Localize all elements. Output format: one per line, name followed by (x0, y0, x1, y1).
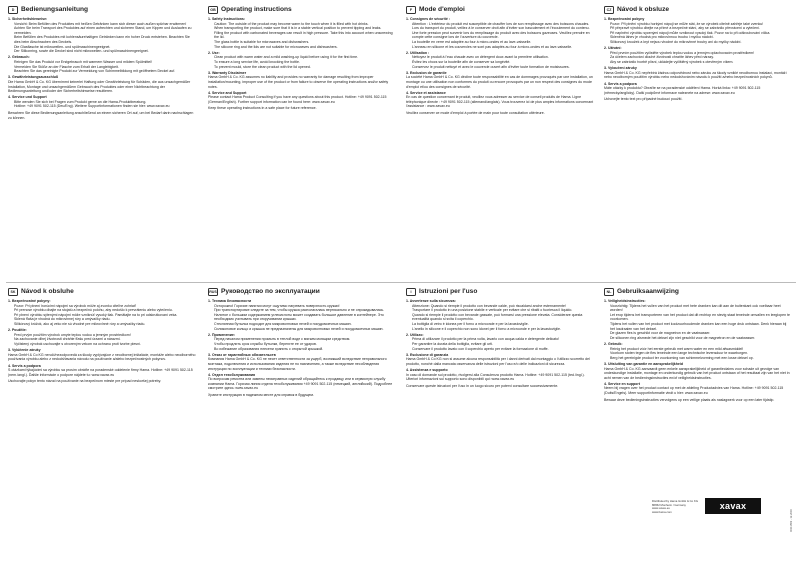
list-item: • To ensure a long service life, avoid knocking the bottle. (214, 60, 396, 65)
paragraph: Veuillez conserver ce mode d'emploi à portée de main pour toute consultation ultérieure. (406, 111, 545, 116)
list-item: • Beachten Sie das gereinigte Produkt zur Vermeidung von Schimmelbildung mit geöffnetem Deckel auf. (14, 69, 196, 74)
list-item: • Attenzione: Quando si riempie il prodotto con bevande calde, può riscaldarsi anche esternamente! (412, 304, 594, 309)
paragraph: Uschovajte pokyn tento návod na používanie na bezpečnom mieste pre prípad neskoršej potreby. (8, 379, 162, 384)
paragraph: Hama GmbH & Co. KG aanvaardt geen enkele aansprakelijkheid of garantieclaims voor schade uit gevolge van ondeskundige installatie, montage en onderkundig gebruik van het product ontstaan of het resultaat zijn van het niet in acht nemen van de bedieningsinstructies en/of veiligheidsinstructies. (604, 366, 790, 380)
list-item: • При транспортировке следите за тем, чтобы кружка располагалась вертикально и не опрокидывалась. (214, 308, 396, 313)
section-heading: 3. Uitsluiting van garantie en aansprakelijkheid (604, 361, 684, 366)
language-column-cz (604, 6, 792, 276)
bullet-list (208, 304, 396, 332)
list-item: • Při naplnění výrobku sycenými nápoji může vzniknout vysoký tlak. Pozor na to při odšroubování víčka. (610, 31, 792, 36)
section-heading: 2. Použitie: (8, 328, 27, 333)
list-item: • La bottiglia di vetro è idonea per il forno a microonde e per la lavastoviglie. (412, 322, 594, 327)
paragraph: Keep these operating instructions in a safe place for future reference. (208, 106, 317, 111)
distributor-info (652, 500, 700, 514)
paragraph: Храните инструкцию в надежном месте для справок в будущем. (208, 393, 314, 398)
bullet-list (604, 347, 792, 361)
bullet-list (8, 60, 196, 74)
bullet-list (8, 304, 196, 327)
list-item: • Před prvním použitím vyčistěte výrobek teplou vodou a jemným oplachovacím prostředkem! (610, 51, 792, 56)
list-item: • Trasportare il prodotto in una posizione stabile e verticale per evitare che si ribalti o fuoriesca il liquido. (412, 308, 594, 313)
column-title: Руководство по эксплуатации (221, 288, 320, 295)
paragraph: Hama GmbH & Co KG neručí/nezodpovedá za škody vyplývajúce z neodbornej inštalácie, montáže alebo neodborného používania výrobku alebo z nedodržiavania návodu na používanie a/alebo bezpečnostných pokynov. (8, 352, 196, 362)
list-item: • Vyčistený výrobok uschovajte s otvoreným vekom na ochranu proti tvorbe plesní. (14, 342, 196, 347)
bullet-list (406, 22, 594, 50)
list-item: • Silikónový krúžok, ako aj veko nie sú vhodné pre mikrovlnné rúry a umývačky riadu. (14, 322, 196, 327)
language-column-rus (208, 288, 396, 513)
list-item: • Per garantire la durata della bottiglia, evitare gli urti. (412, 342, 594, 347)
list-item: • Reinigen Sie das Produkt vor Erstgebrauch mit warmem Wasser und mildem Spülmittel! (14, 60, 196, 65)
section-heading: 4. Assistenza e supporto (406, 368, 448, 373)
list-item: • The silicone ring and the lids are not suitable for microwaves and dishwashers. (214, 45, 396, 50)
list-item: • Conservare il prodotto lavato con il coperchio aperto per evitare la formazione di muffe. (412, 347, 594, 352)
list-item: • Nettoyez le produit à l'eau chaude avec un détergent doux avant la première utilisation. (412, 55, 594, 60)
list-item: • Силиконовое кольцо и крышка не предназначены для микроволновых печей и посудомоечных машин. (214, 327, 396, 332)
section-heading: 4. Service and Support (208, 90, 247, 95)
list-item: • Der Silikonring, sowie die Deckel sind nicht mikrowellen- und spülmaschinengeeignet. (14, 49, 196, 54)
list-item: • Lors du transport du produit, veillez à le conserver droit afin d'éviter son basculement et l'écoulement du contenu. (412, 26, 594, 31)
language-badge: NL (604, 288, 614, 296)
paragraph: Neem bij vragen over het product contact op met de afdeling Productadvies van Hama. Hotline: +49 9091 502-115 (Duits/Engels). Meer supportinformatie vindt u hier: www.xavax.eu (604, 386, 784, 396)
section-heading: 2. Применение: (208, 332, 236, 337)
list-item: • Чтобы продлить срок службы бутылки, берегите ее от ударов. (214, 342, 396, 347)
paragraph: Please contact Hama Product Consulting if you have any questions about this product. Hotline: +49 9091 502-115 (German/English). Further support information can be found here: www.xavax.eu (208, 95, 387, 104)
paragraph: Hama GmbH & Co KG non si assume alcuna responsabilità per i danni derivati dal montaggio o l'utilizzo scorretto del prodotto, nonché dalla mancata osservanza delle istruzioni per l'uso e/o delle indicazioni di sicurezza. (406, 357, 590, 366)
xavax-logo: xavax (705, 498, 761, 514)
list-item: • Bitte wenden Sie sich bei Fragen zum Produkt gerne an die Hama-Produktberatung. (14, 100, 196, 105)
section-heading: 4. Service en support (604, 381, 640, 386)
column-header (406, 6, 594, 14)
section-heading: 1. Veiligheidsinstructies: (604, 299, 646, 303)
bullet-list (604, 51, 792, 65)
language-column-sk (8, 288, 196, 513)
language-column-i (406, 288, 594, 513)
section-heading: 4. Servis a podpora (8, 363, 41, 368)
section-heading: 1. Техника безопасности (208, 299, 252, 303)
column-header (8, 288, 196, 296)
section-heading: 1. Safety Instructions: (208, 17, 246, 21)
section-heading: 2. Užívání: (604, 46, 622, 51)
list-item: • Beim Befüllen des Produktes mit kohlensäurehaltigen Getränken kann ein hoher Druck entstehen. Beachten Sie dies beim Abschrauben des Deckels. (14, 35, 196, 44)
list-item: • Při přepravě výrobku dbejte na přímé a bezpečné stání, aby se zabránilo převrácení a vytečení. (610, 26, 792, 31)
list-item: • Silikonový kroužek a kryt nejsou vhodné do mikrovlnné trouby ani do myčky nádobí. (610, 40, 792, 45)
list-item: • Na zachovanie dlhej životnosti chráňte fľašu pred úrazmi a nárazmi. (14, 337, 196, 342)
section-heading: 2. Utilizzo: (406, 332, 424, 337)
list-item: • Tijdens het vullen van het product met koolzuurhoudende dranken kan een hoge druk ontstaan. Denk hieraan bij het losdraaien van het deksel. (610, 322, 792, 331)
language-badge: SK (8, 288, 18, 296)
list-item: • Filling the product with carbonated beverages can result in high pressure. Take this into account when unscrewing the lid. (214, 31, 396, 40)
paragraph: По вопросам ремонта или замены неисправных изделий обращайтесь к продавцу или в сервисную службу компании Hama. Горячая линия отдела техобслуживания +49 9091 502-115 (немецкий, английский). Подробнее смотрите здесь: www.xavax.eu (208, 377, 393, 391)
list-item: • Pred prvým použitím výrobok umyte teplou vodou a jemným prostriedkom! (14, 333, 196, 338)
list-item: • Die Glasflasche ist mikrowellen- und spülmaschinengeeignet. (14, 45, 196, 50)
bullet-list (604, 22, 792, 45)
section-heading: 4. Servis a podpora (604, 81, 637, 86)
distributor-line: 86652 Monheim / Germany (652, 502, 686, 507)
section-heading: 3. Esclusione di garanzia (406, 352, 449, 357)
distributor-line: www.hama.com (652, 509, 672, 514)
column-header (604, 6, 792, 14)
bullet-list (604, 304, 792, 341)
language-badge: RUS (209, 290, 217, 294)
list-item: • Pri prenose výrobku dbajte na stojatú a bezpečnú polohu, aby nedošlo k prevráteniu alebo vytečeniu. (14, 308, 196, 313)
list-item: • Pozor: Při plnění výrobku horkými nápoji se může stát, že se výrobek citelně zahřeje také zvenku! (610, 22, 792, 27)
paragraph: In caso di domande sul prodotto, rivolgersi alla Consulenza prodotto Hama. Hotline: +49 9091 502-115 (ted./ingl.). Ulteriori informazioni sul supporto sono disponibili qui: www.xavax.eu (406, 372, 585, 382)
list-item: • Осторожно! Горячие напитки могут ощутимо нагревать поверхность кружки! (214, 304, 396, 309)
language-column-nl (604, 288, 792, 513)
section-heading: 1. Bezpečnostné pokyny: (8, 299, 51, 303)
section-heading: 1. Consignes de sécurité : (406, 17, 450, 21)
list-item: • Conservez le produit nettoyé et avec le couvercle ouvert afin d'éviter toute formation de moisissures. (412, 65, 594, 70)
list-item: • Caution: The outside of the product may become warm to the touch when it is filled with hot drinks. (214, 22, 396, 27)
list-item: • To prevent mould, store the clean product with the lid opened. (214, 65, 396, 70)
language-badge: D (8, 6, 18, 14)
section-heading: 4. Service et assistance (406, 90, 446, 95)
doc-code: 00111569 - 12.2016 (790, 509, 793, 532)
section-heading: 1. Sicherheitshinweise: (8, 17, 48, 21)
bullet-list (406, 304, 594, 332)
section-heading: 2. Utilisation : (406, 50, 430, 55)
language-badge: GB (208, 6, 218, 14)
list-item: • Skleněná láhev je vhodná pro mikrovlnnou troubu i myčku nádobí. (610, 35, 792, 40)
column-header (208, 6, 396, 14)
language-column-d (8, 6, 196, 276)
paragraph: La société Hama GmbH & Co. KG décline toute responsabilité en cas de dommages provoqués par une installation, un montage ou une utilisation non conformes du produit ou encore provoqués par un non respect des consignes du mode d'emploi et/ou des consignes de sécurité. (406, 75, 593, 89)
paragraph: Hama GmbH & Co. KG assumes no liability and provides no warranty for damage resulting from improper installation/mounting, improper use of the product or from failure to observe the operating instructions and/or safety notes. (208, 75, 389, 89)
column-title: Návod k obsluhe (21, 288, 74, 295)
list-item: • La bouteille en verre est adaptée au four à micro-ondes et au lave-vaisselle. (412, 40, 594, 45)
section-heading: 3. Exclusion de garantie (406, 70, 447, 75)
section-heading: 3. Gewährleistungsausschluß (8, 75, 59, 80)
list-item: • Prima di utilizzare il prodotto per la prima volta, lavarlo con acqua calda e detergente delicato! (412, 337, 594, 342)
paragraph: En cas de question concernant le produit, veuillez vous adresser au service de conseil produits de Hama. Ligne téléphonique directe : +49 9091 502-115 (allemand/anglais). Vous trouverez ici de plus amples informations concernant l'assistance : www.xavax.eu (406, 95, 594, 109)
column-title: Istruzioni per l'uso (419, 288, 478, 295)
column-header (406, 288, 594, 296)
section-heading: 2. Gebrauch: (8, 55, 30, 60)
list-item: • Aby se zabránilo tvorbě plísní, ukládejte vyčištěný výrobek s otevřeným víkem. (610, 60, 792, 65)
list-item: • Voorkom stoten tegen de fles teneinde een lange technische levensduur te waarborgen. (610, 351, 792, 356)
list-item: • L'anello in silicone e il coperchio non sono idonei per il forno a microonde e per la lavastoviglie. (412, 327, 594, 332)
paragraph: Uchovejte tento text pro případné budoucí použití. (604, 97, 683, 102)
section-heading: 2. Use: (208, 50, 220, 55)
list-item: • Во избежание образования плесени хранить с открытой крышкой. (214, 347, 396, 352)
column-title: Návod k obsluze (617, 6, 670, 13)
paragraph: Bewaar deze bedieningsinstructies vervolgens op een veilige plaats als naslagwerk voor op een later tijdstip. (604, 397, 775, 402)
bullet-list (208, 22, 396, 50)
bullet-list (406, 337, 594, 351)
list-item: • When transporting the product, make sure that it is in a stable vertical position to prevent tipping and leaks. (214, 26, 396, 31)
column-title: Bedienungsanleitung (21, 6, 89, 13)
list-item: • Achten Sie beim Transport des Produktes auf einen aufrechten und sicheren Stand, um Kippen und Auslaufen zu vermeiden. (14, 26, 196, 35)
language-column-gb (208, 6, 396, 276)
bullet-list (208, 337, 396, 351)
list-item: • Vermeiden Sie Stöße an der Flasche zum Erhalt der Langlebigkeit. (14, 65, 196, 70)
section-heading: 1. Bezpečnostní pokyny (604, 17, 645, 21)
paragraph: Компания Hama GmbH & Co. KG не несет ответственности за ущерб, возникший вследствие неправильного монтажа, подключения и использования изделия не по назначению, а также вследствие несоблюдения инструкции по эксплуатации и техники безопасности. (208, 357, 387, 371)
list-item: • Une forte pression peut survenir lors du remplissage du produit avec des boissons gazeuses. Veuillez prendre en compte cette consigne lors de l'ouverture du couvercle. (412, 31, 594, 40)
list-item: • L'anneau en silicone et les couvercles ne sont pas adaptés au four à micro-ondes et au lave-vaisselle. (412, 45, 594, 50)
column-header (604, 288, 792, 296)
bullet-list (8, 100, 196, 109)
section-heading: 2. Gebruik: (604, 341, 623, 346)
language-badge: F (406, 6, 416, 14)
list-item: • Pri plnení výrobku sýtenými nápojmi môže vzniknúť vysoký tlak. Pamätajte na to pri odskrutkovaní veka. (14, 313, 196, 318)
list-item: • Sklená fľaša je vhodná do mikrovlnnej rúry a umývačky riadu. (14, 317, 196, 322)
column-title: Operating instructions (221, 6, 292, 13)
column-header (8, 6, 196, 14)
list-item: • Quando si riempie il prodotto con bevande gassate, può formarsi una pressione elevata. Considerare questa eventualità quando si svita il coperchio. (412, 313, 594, 322)
list-item: • Vorsicht: Beim Befüllen des Produktes mit heißen Getränken kann sich dieser auch außen spürbar erwärmen! (14, 22, 196, 27)
paragraph: Conservare queste istruzioni per l'uso in un luogo sicuro per potervi consultare successivamente. (406, 383, 559, 388)
section-heading: 3. Warranty Disclaimer (208, 70, 247, 75)
section-heading: 1. Avvertenze sulla sicurezza: (406, 299, 456, 303)
bullet-list (8, 22, 196, 54)
paragraph: Bewahren Sie diese Bedienungsanleitung anschließend an einem sicheren Ort auf, um bei Bedarf darin nachschlagen zu können. (8, 111, 194, 120)
column-header (208, 288, 396, 296)
section-heading: 3. Vylúčenie záruky (8, 348, 41, 353)
list-item: • De glazen fles is geschikt voor de magnetron en de vaatwasser. (610, 331, 792, 336)
section-heading: 3. Vyloučení záruky (604, 66, 637, 71)
list-item: • Berg het gereinigde product ter voorkoming van schimmelvorming met een losse deksel op. (610, 356, 792, 361)
bullet-list (406, 55, 594, 69)
list-item: • Clean product with warm water and a mild washing-up liquid before using it for the first time. (214, 55, 396, 60)
section-heading: 3. Отказ от гарантийных обязательств (208, 352, 276, 357)
distributor-line: www.xavax.eu (652, 506, 670, 511)
list-item: • Перед началом применения промыть в теплой воде с мягким моющим средством. (214, 337, 396, 342)
paragraph: Máte otázky k produktu? Obraťte se na poradenské oddělení Hama. Horká linka: +49 9091 502-115 (německy/anglicky). Další podpůrné informace naleznete na adrese: www.xavax.eu (604, 86, 761, 95)
list-item: • De siliconen ring alsmede het deksel zijn niet geschikt voor de magnetron en de vaatwasser. (610, 336, 792, 341)
paragraph: Hama GmbH & Co. KG nepřebírá žádnou odpovědnost nebo záruku za škody vzniklé neodbornou instalací, montáží nebo neodborným použitím výrobku nebo nedodržováním návodu k použití a/nebo bezpečnostních pokynů. (604, 70, 787, 80)
bullet-list (8, 333, 196, 347)
list-item: • Voorzichtig: Tijdens het vullen van het product met hete dranken kan dit aan de buitenkant ook voelbaar heet worden! (610, 304, 792, 313)
language-badge: I (406, 288, 416, 296)
language-badge: CZ (604, 6, 614, 14)
paragraph: Die Hama GmbH & Co. KG übernimmt keinerlei Haftung oder Gewährleistung für Schäden, die aus unsachgemäßer Installation, Montage und unsachgemäßem Gebrauch des Produktes oder einer Nichtbeachtung der Bedienungsanleitung und/oder der Sicherheitshinweise resultieren. (8, 79, 191, 94)
list-item: • Évitez les chocs sur la bouteille afin de conserver sa longévité. (412, 60, 594, 65)
section-heading: 4. Отдел техобслуживания (208, 372, 256, 377)
list-item: • Hotline: +49 9091 502-115 (Deu/Eng). Weitere Supportinformationen finden sie hier: www.xavax.eu (14, 104, 196, 109)
distributor-line: Distributed by Hama GmbH & Co KG (652, 499, 699, 503)
list-item: • Attention : L'extérieur du produit est susceptible de chauffer lors de son remplissage avec des boissons chaudes. (412, 22, 594, 27)
list-item: • The glass bottle is suitable for microwaves and dishwashers. (214, 40, 396, 45)
list-item: • Стеклянная бутылка подходит для микроволновых печей и посудомоечных машин. (214, 322, 396, 327)
list-item: • Reinig het product vóór het eerste gebruik met warm water en een mild afwasmiddel! (610, 347, 792, 352)
list-item: • Za účelem zachování dlouhé životnosti chraňte láhev před nárazy. (610, 55, 792, 60)
list-item: • Pozor: Pri plnení horúcimi nápojmi sa výrobok môže aj zvonku citeľne zohriať! (14, 304, 196, 309)
language-column-f (406, 6, 594, 276)
paragraph: S otázkami týkajúcimi sa výrobku sa prosím obráťte na poradenské oddelenie firmy Hama. Hotline: +49 9091 502-115 (nem./angl.). Ďalšie informácie o podpore nájdete tu: www.xavax.eu (8, 368, 193, 377)
bullet-list (208, 55, 396, 69)
fold-divider (6, 282, 796, 283)
list-item: • Налитое с большим содержанием углекислоты может создавать большое давление в контейнере. Это необходимо учитывать при откручивании крышки. (214, 313, 396, 322)
column-title: Mode d'emploi (419, 6, 465, 13)
list-item: • Let erop tijdens het transporteren van het product dat dit rechtop en stevig staat teneinde omvallen en leeglopen te voorkomen. (610, 313, 792, 322)
section-heading: 4. Service und Support (8, 95, 47, 100)
column-title: Gebruiksaanwijzing (617, 288, 679, 295)
